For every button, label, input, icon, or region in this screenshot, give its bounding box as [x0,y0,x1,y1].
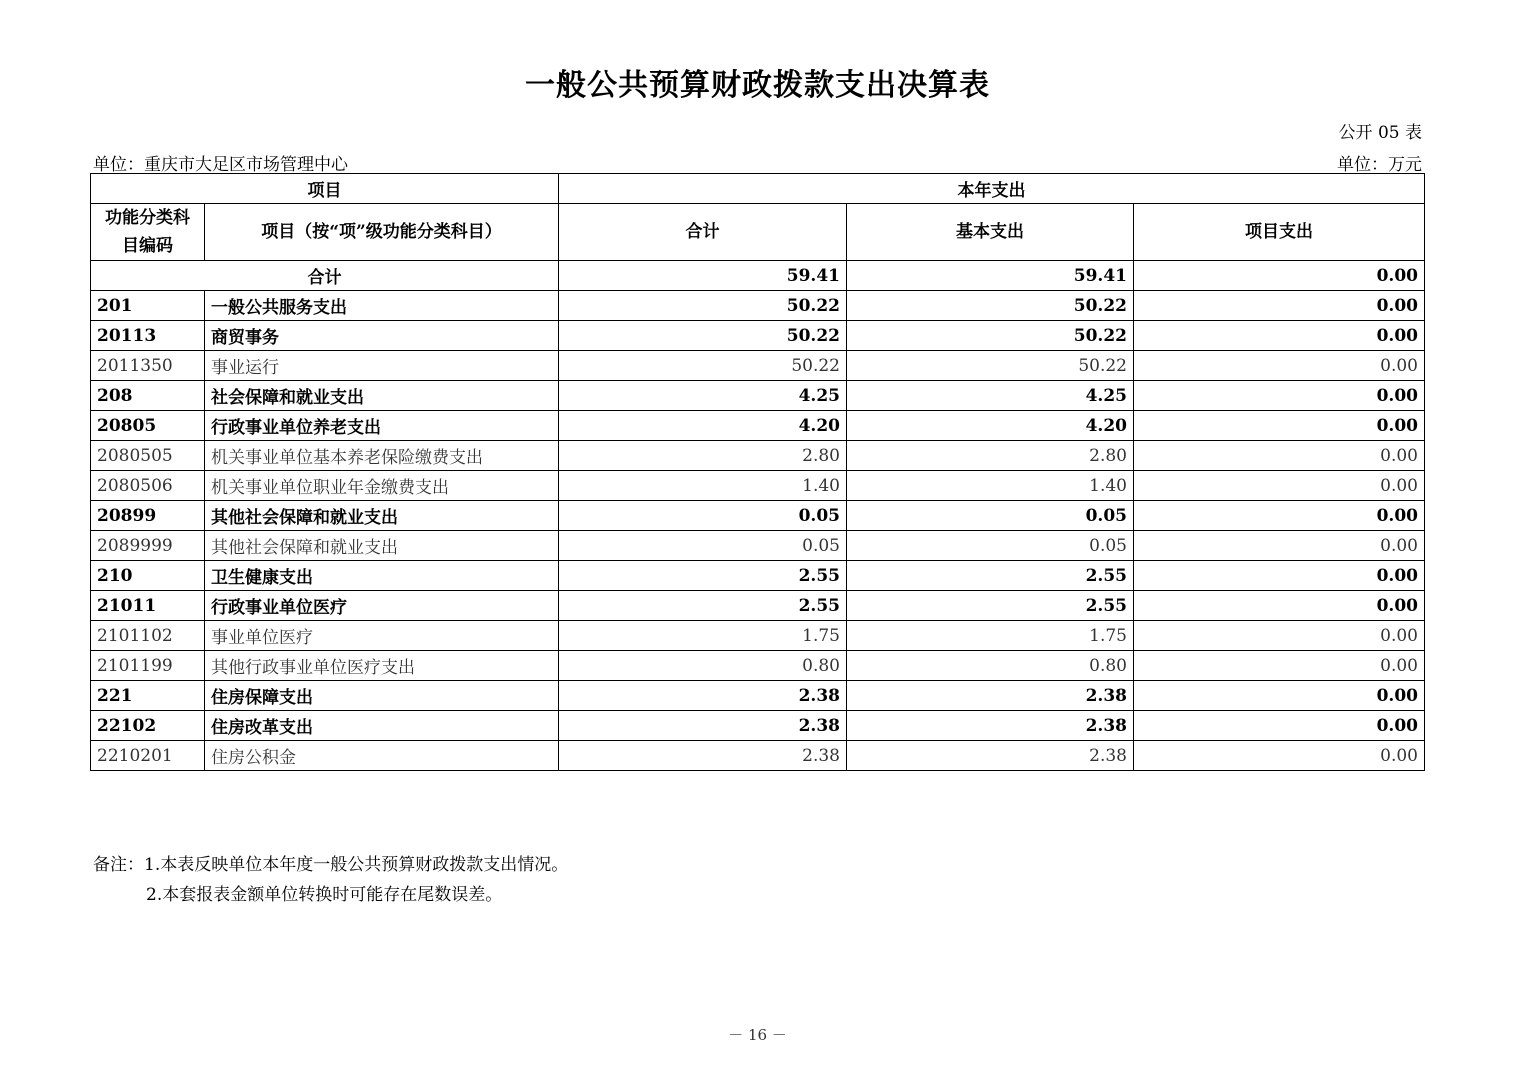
total-label: 合计 [91,261,559,291]
row-name: 住房改革支出 [205,711,559,741]
header-total: 合计 [559,204,847,261]
row-project: 0.00 [1134,741,1425,771]
row-basic: 2.55 [847,591,1134,621]
table-row [91,621,1425,651]
row-basic: 50.22 [847,291,1134,321]
row-total: 2.55 [559,591,847,621]
row-name: 其他社会保障和就业支出 [205,501,559,531]
row-basic: 0.80 [847,651,1134,681]
row-name: 行政事业单位医疗 [205,591,559,621]
table-row [91,441,1425,471]
row-basic: 50.22 [847,351,1134,381]
row-project: 0.00 [1134,621,1425,651]
table-row [91,681,1425,711]
row-total: 0.05 [559,501,847,531]
note-line-2: 2.本套报表金额单位转换时可能存在尾数误差。 [146,885,503,905]
row-total: 0.80 [559,651,847,681]
table-number: 公开 05 表 [1338,123,1422,143]
row-project: 0.00 [1134,321,1425,351]
row-total: 2.38 [559,711,847,741]
table-row [91,351,1425,381]
row-code: 20113 [91,321,205,351]
row-total: 0.05 [559,531,847,561]
row-project: 0.00 [1134,501,1425,531]
row-project: 0.00 [1134,381,1425,411]
row-total: 1.40 [559,471,847,501]
row-basic: 1.40 [847,471,1134,501]
row-total: 2.55 [559,561,847,591]
row-project: 0.00 [1134,411,1425,441]
row-name: 社会保障和就业支出 [205,381,559,411]
row-code: 210 [91,561,205,591]
row-name: 商贸事务 [205,321,559,351]
total-basic: 59.41 [847,261,1134,291]
row-name: 事业单位医疗 [205,621,559,651]
row-name: 行政事业单位养老支出 [205,411,559,441]
row-project: 0.00 [1134,591,1425,621]
row-name: 住房公积金 [205,741,559,771]
row-project: 0.00 [1134,531,1425,561]
row-code: 208 [91,381,205,411]
reporting-unit: 单位：重庆市大足区市场管理中心 [93,155,348,175]
row-total: 50.22 [559,321,847,351]
expenditure-table [90,173,1425,771]
row-basic: 0.05 [847,501,1134,531]
row-basic: 2.38 [847,741,1134,771]
row-project: 0.00 [1134,651,1425,681]
header-project-expense: 项目支出 [1134,204,1425,261]
row-code: 2089999 [91,531,205,561]
table-row [91,591,1425,621]
row-total: 50.22 [559,351,847,381]
total-project: 0.00 [1134,261,1425,291]
row-project: 0.00 [1134,681,1425,711]
table-row [91,471,1425,501]
row-name: 机关事业单位职业年金缴费支出 [205,471,559,501]
row-project: 0.00 [1134,441,1425,471]
row-name: 住房保障支出 [205,681,559,711]
row-code: 221 [91,681,205,711]
table-row [91,291,1425,321]
row-code: 2011350 [91,351,205,381]
row-basic: 2.80 [847,441,1134,471]
row-project: 0.00 [1134,291,1425,321]
row-basic: 2.38 [847,711,1134,741]
table-row [91,651,1425,681]
row-total: 2.38 [559,681,847,711]
row-code: 21011 [91,591,205,621]
row-code: 2101102 [91,621,205,651]
notes [93,850,568,910]
table-row [91,321,1425,351]
row-project: 0.00 [1134,711,1425,741]
row-total: 50.22 [559,291,847,321]
total-amount: 59.41 [559,261,847,291]
header-name: 项目（按“项”级功能分类科目） [205,204,559,261]
row-name: 其他行政事业单位医疗支出 [205,651,559,681]
page-number: － 16 － [728,1026,787,1044]
currency-unit: 单位：万元 [1337,155,1422,175]
row-project: 0.00 [1134,471,1425,501]
row-code: 22102 [91,711,205,741]
row-basic: 2.55 [847,561,1134,591]
note-line-1: 备注：1.本表反映单位本年度一般公共预算财政拨款支出情况。 [93,855,569,875]
row-project: 0.00 [1134,351,1425,381]
row-basic: 1.75 [847,621,1134,651]
row-name: 机关事业单位基本养老保险缴费支出 [205,441,559,471]
page-title: 一般公共预算财政拨款支出决算表 [525,68,990,103]
row-basic: 4.25 [847,381,1134,411]
table-row [91,411,1425,441]
row-total: 1.75 [559,621,847,651]
row-basic: 2.38 [847,681,1134,711]
table-row [91,501,1425,531]
row-project: 0.00 [1134,561,1425,591]
header-basic: 基本支出 [847,204,1134,261]
table-row [91,531,1425,561]
row-name: 其他社会保障和就业支出 [205,531,559,561]
row-total: 4.25 [559,381,847,411]
row-name: 事业运行 [205,351,559,381]
table-row [91,561,1425,591]
row-code: 2080506 [91,471,205,501]
header-project: 项目 [91,174,559,204]
row-basic: 4.20 [847,411,1134,441]
row-total: 2.80 [559,441,847,471]
row-code: 20805 [91,411,205,441]
header-current-year: 本年支出 [559,174,1425,204]
row-total: 2.38 [559,741,847,771]
row-total: 4.20 [559,411,847,441]
header-code: 功能分类科目编码 [91,204,205,261]
row-code: 20899 [91,501,205,531]
row-code: 2210201 [91,741,205,771]
table-row [91,741,1425,771]
row-basic: 50.22 [847,321,1134,351]
row-code: 201 [91,291,205,321]
table-row [91,381,1425,411]
row-name: 卫生健康支出 [205,561,559,591]
table-row [91,711,1425,741]
total-row [91,261,1425,291]
row-code: 2101199 [91,651,205,681]
row-code: 2080505 [91,441,205,471]
row-name: 一般公共服务支出 [205,291,559,321]
row-basic: 0.05 [847,531,1134,561]
